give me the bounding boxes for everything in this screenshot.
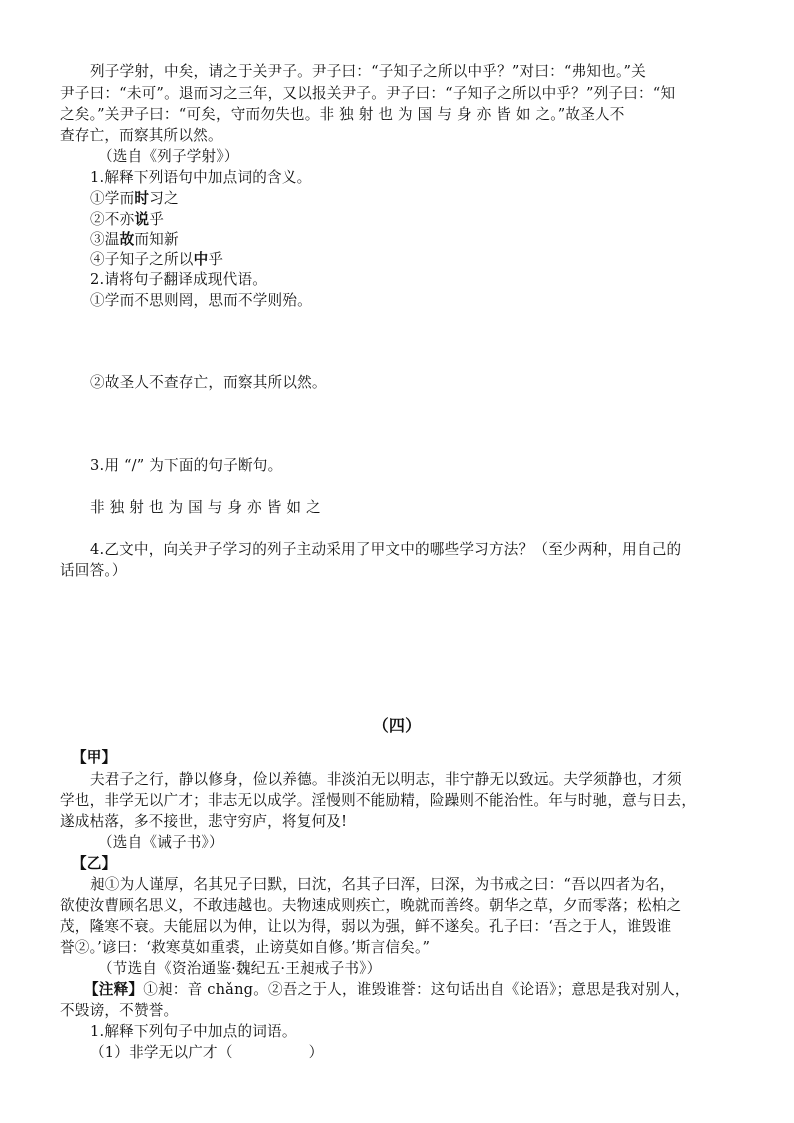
passage-line-2: 尹子曰：“未可”。退而习之三年，又以报关尹子。尹子曰：“子知子之所以中乎？”列子曰：“知 xyxy=(60,85,676,102)
yi-line-1: 昶①为人谨厚，名其兄子曰默，曰沈，名其子曰浑，曰深，为书戒之曰：“吾以四者为名， xyxy=(90,876,675,893)
passage-line-4: 查存亡，而察其所以然。 xyxy=(60,127,223,144)
question-2-sentence-1: ①学而不思则罔，思而不学则殆。 xyxy=(90,292,312,309)
item-prefix: ④子知子之所以 xyxy=(90,251,194,268)
jia-line-1: 夫君子之行，静以修身，俭以养德。非淡泊无以明志，非宁静无以致远。夫学须静也，才须 xyxy=(90,771,682,788)
yi-line-2: 欲使汝曹顾名思义，不敢违越也。夫物速成则疾亡，晚就而善终。朝华之草，夕而零落；松柏之 xyxy=(60,897,682,914)
item-suffix: 而知新 xyxy=(134,231,179,248)
notes-label: 【注释】 xyxy=(84,981,144,998)
notes-text: ①昶：音 chǎng。②吾之于人，谁毁谁誉：这句话出自《论语》；意思是我对别人， xyxy=(143,981,690,998)
section-heading: （四） xyxy=(372,716,422,735)
question-2-title: 2.请将句子翻译成现代语。 xyxy=(90,271,268,288)
item-suffix: 乎 xyxy=(208,251,224,268)
dotted-word: 时 xyxy=(134,190,150,207)
jia-line-2: 学也，非学无以广才；非志无以成学。淫慢则不能励精，险躁则不能治性。年与时驰，意与日去， xyxy=(60,792,697,809)
question-3-title: 3.用 “/” 为下面的句子断句。 xyxy=(90,457,283,474)
passage-yi-label: 【乙】 xyxy=(72,855,117,872)
question-text: （1）非学无以广才（ xyxy=(90,1044,233,1061)
closing-paren: ） xyxy=(308,1044,324,1061)
question-4-line-1: 4.乙文中，向关尹子学习的列子主动采用了甲文中的哪些学习方法？（至少两种，用自己的 xyxy=(90,541,682,558)
passage-line-1: 列子学射，中矣，请之于关尹子。尹子曰：“子知子之所以中乎？”对曰：“弗知也。”关 xyxy=(90,63,646,80)
question-1-item-1 xyxy=(0,189,794,209)
yi-line-4: 誉②。’谚曰：‘救寒莫如重裘，止谤莫如自修。’斯言信矣。” xyxy=(60,939,431,956)
question-1-item-4 xyxy=(0,250,794,270)
question-1-title: 1.解释下列语句中加点词的含义。 xyxy=(90,169,312,186)
item-prefix: ①学而 xyxy=(90,190,135,207)
passage-source: （选自《列子学射》） xyxy=(98,148,239,165)
item-suffix: 乎 xyxy=(149,211,164,228)
question-1-item-2 xyxy=(0,210,794,230)
passage-jia-label: 【甲】 xyxy=(72,749,117,766)
jia-source: （选自《诫子书》） xyxy=(98,834,224,851)
jia-line-3: 遂成枯落，多不接世，悲守穷庐，将复何及! xyxy=(60,813,348,830)
dotted-word: 说 xyxy=(134,211,150,228)
item-prefix: ③温 xyxy=(90,231,120,248)
question-2-sentence-2: ②故圣人不查存亡，而察其所以然。 xyxy=(90,374,327,391)
item-prefix: ②不亦 xyxy=(90,211,135,228)
yi-line-3: 茂，隆寒不衰。夫能屈以为伸，让以为得，弱以为强，鲜不遂矣。孔子曰：‘吾之于人，谁毁谁 xyxy=(60,918,672,935)
passage-line-3: 之矣。”关尹子曰：“可矣，守而勿失也。非 独 射 也 为 国 与 身 亦 皆 如 之。”故圣人不 xyxy=(60,106,625,123)
question-4-line-2: 话回答。） xyxy=(60,562,127,579)
item-suffix: 习之 xyxy=(149,190,179,207)
section4-question-1-title: 1.解释下列句子中加点的词语。 xyxy=(90,1023,297,1040)
yi-source: （节选自《资治通鉴·魏纪五·王昶戒子书》） xyxy=(98,960,382,977)
dotted-word: 故 xyxy=(119,231,135,248)
question-3-sentence: 非 独 射 也 为 国 与 身 亦 皆 如 之 xyxy=(90,499,321,516)
question-1-item-3 xyxy=(0,230,794,250)
section4-question-1-item xyxy=(0,1043,794,1063)
notes-line-1 xyxy=(0,980,794,1000)
notes-line-2: 不毁谤，不赞誉。 xyxy=(60,1002,179,1019)
dotted-word: 中 xyxy=(193,251,209,268)
